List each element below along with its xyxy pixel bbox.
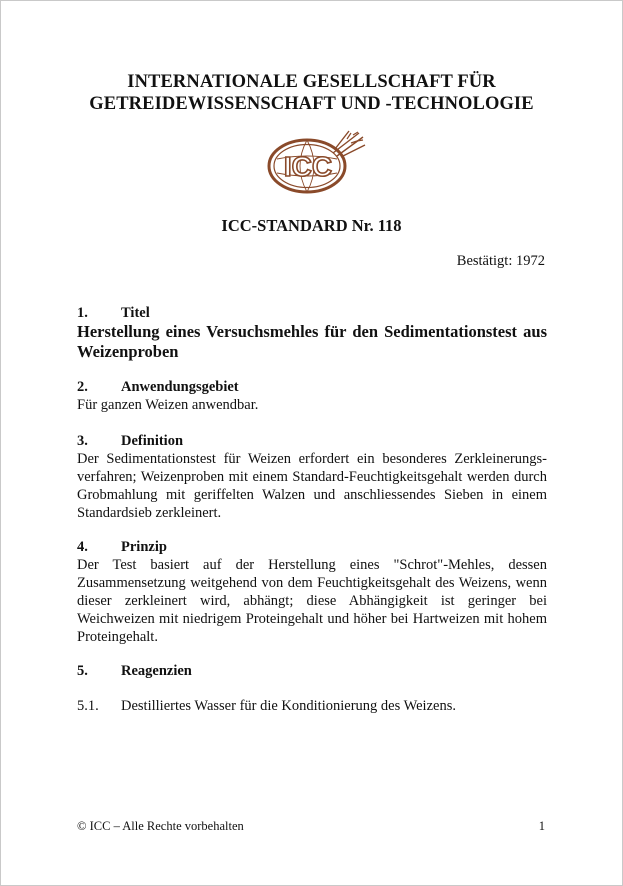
section-number: 4. — [77, 539, 88, 555]
section-heading — [77, 663, 547, 680]
section-number: 2. — [77, 379, 88, 395]
section-text: Der Test basiert auf der Herstellung eines "Schrot"-Mehles, dessen Zusammensetzung weitgehend von dem Feuchtigkeitsgehalt des Weizens, wenn dieser zerkleinert wird, abhängt; diese Abhängigkeit ist geringer bei Weichweizen mit niedrigem Proteingehalt und höher bei Hartweizen mit hohem Proteingehalt. — [77, 557, 547, 645]
section-heading — [77, 539, 547, 556]
section-text: Für ganzen Weizen anwendbar. — [77, 397, 259, 413]
subsection-text: Destilliertes Wasser für die Konditionierung des Weizens. — [121, 698, 456, 714]
logo-text: ICC — [283, 151, 333, 182]
subsection-number: 5.1. — [77, 698, 99, 714]
standard-title: ICC-STANDARD Nr. 118 — [221, 216, 402, 235]
section-definition — [77, 433, 547, 522]
section-principle — [77, 539, 547, 646]
section-heading-label: Titel — [121, 305, 150, 321]
footer-copyright: © ICC – Alle Rechte vorbehalten — [77, 819, 244, 833]
section-text: Der Sedimentationstest für Weizen erfordert ein besonderes Zerkleinerungs-verfahren; Weizenproben mit einem Standard-Feuchtigkeitsgehalt werden durch Grobmahlung mit geriffelten Walzen und anschliessendes Sieben in einem Standardsieb zerkleinert. — [77, 451, 547, 521]
section-heading-label: Prinzip — [121, 539, 167, 555]
section-number: 1. — [77, 305, 88, 321]
section-scope — [77, 379, 547, 414]
section-title — [77, 305, 547, 362]
icc-logo-icon — [263, 129, 367, 197]
subsection-item — [77, 697, 547, 715]
section-number: 5. — [77, 663, 88, 679]
organization-title — [41, 71, 582, 115]
section-number: 3. — [77, 433, 88, 449]
section-heading-label: Reagenzien — [121, 663, 192, 679]
confirmation-date: Bestätigt: 1972 — [456, 253, 545, 269]
section-reagents — [77, 663, 547, 680]
section-heading — [77, 433, 547, 450]
section-heading-label: Definition — [121, 433, 184, 449]
section-heading-label: Anwendungsgebiet — [121, 379, 239, 395]
section-heading — [77, 379, 547, 396]
organization-title-line-2: GETREIDEWISSENSCHAFT UND -TECHNOLOGIE — [89, 94, 534, 114]
section-heading — [77, 305, 547, 322]
organization-title-line-1: INTERNATIONALE GESELLSCHAFT FÜR — [127, 72, 496, 92]
footer-page-number: 1 — [538, 819, 545, 833]
document-title: Herstellung eines Versuchsmehles für den Sedimentationstest aus Weizenproben — [77, 322, 547, 361]
